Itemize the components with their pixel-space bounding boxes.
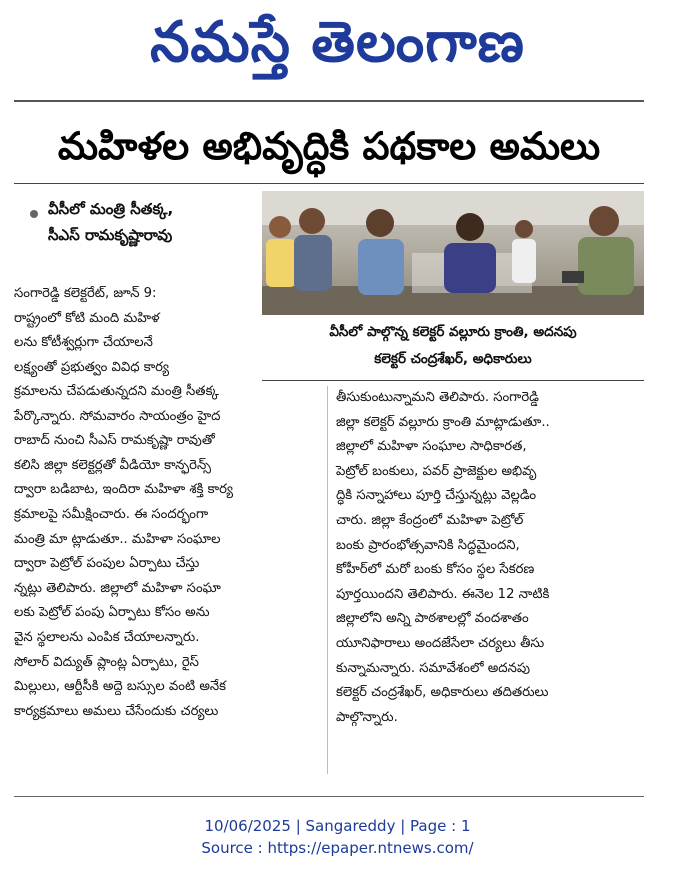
article-subhead: [30, 196, 252, 266]
body-line: పూర్తయిందని తెలిపారు. ఈనెల 12 నాటికి: [336, 586, 550, 602]
masthead-divider: [14, 100, 644, 102]
body-line: సోలార్ విద్యుత్ ప్లాంట్ల ఏర్పాటు, రైస్: [14, 654, 199, 670]
body-line: క్రమాలను చేపడుతున్నదని మంత్రి సీతక్క: [14, 384, 219, 399]
body-line: రాబాద్ నుంచి సీఎస్ రామకృష్ణా రావుతో: [14, 433, 215, 449]
caption-line: కలెక్టర్ చంద్రశేఖర్, అధికారులు: [374, 351, 532, 367]
meeting-photo: [262, 191, 644, 315]
body-line: మంత్రి మా ట్లాడుతూ.. మహిళా సంఘాల: [14, 531, 221, 547]
meeting-photo-illustration: [262, 191, 644, 315]
body-line: జిల్లాలో మహిళా సంఘాల సాధికారత,: [336, 439, 527, 455]
body-line: బంకు ప్రారంభోత్సవానికి సిద్ధమైందని,: [336, 537, 520, 553]
bullet-icon: [30, 210, 38, 218]
body-line: పెట్రోల్ బంకులు, పవర్ ప్రాజెక్టుల అభివృ: [336, 463, 537, 479]
body-line: రాష్ట్రంలో కోటి మంది మహిళ: [14, 310, 160, 326]
body-line: పాల్గొన్నారు.: [336, 709, 398, 725]
subhead-line: వీసీలో మంత్రి సీతక్క,: [48, 200, 174, 218]
footer-divider: [14, 796, 644, 797]
article-column-right: [336, 386, 642, 730]
subhead-line: సీఎస్ రామకృష్ణారావు: [48, 226, 173, 244]
newspaper-logo: నమస్తే తెలంగాణ: [150, 10, 525, 75]
body-line: కలెక్టర్ చంద్రశేఖర్, అధికారులు తదితరులు: [336, 685, 549, 701]
body-line: ద్వారా బడిబాట, ఇందిరా మహిళా శక్తి కార్య: [14, 482, 233, 498]
body-line: కున్నామన్నారు. సమావేశంలో అదనపు: [336, 660, 531, 676]
article-column-left-top: [14, 282, 250, 380]
body-line: న్నట్లు తెలిపారు. జిల్లాలో మహిళా సంఘా: [14, 580, 221, 596]
body-line: లను కోటీశ్వర్లుగా చేయాలనే: [14, 335, 153, 351]
body-line: పేర్కొన్నారు. సోమవారం సాయంత్రం హైద: [14, 408, 221, 424]
masthead: [0, 0, 675, 100]
subhead-text: [48, 196, 173, 266]
footer-meta: 10/06/2025 | Sangareddy | Page : 1: [204, 817, 471, 835]
body-line: క్రమాలపై సమీక్షించారు. ఈ సందర్భంగా: [14, 506, 209, 522]
column-divider: [327, 386, 328, 774]
body-line: కోహీర్‌లో మరో బంకు కోసం స్థల సేకరణ: [336, 562, 535, 578]
footer: [0, 815, 675, 859]
article-headline: మహిళల అభివృద్ధికి పథకాల అమలు: [57, 124, 601, 168]
body-line: మిల్లులు, ఆర్టీసీకి అద్దె బస్సుల వంటి అనేక: [14, 679, 227, 695]
body-line: తీసుకుంటున్నామని తెలిపారు. సంగారెడ్డి: [336, 390, 539, 405]
photo-caption: [262, 319, 644, 377]
body-line: కార్యక్రమాలు అమలు చేసేందుకు చర్యలు: [14, 703, 219, 719]
body-line: చారు. జిల్లా కేంద్రంలో మహిళా పెట్రోల్: [336, 512, 524, 528]
headline-divider: [14, 183, 644, 184]
body-line: ద్వారా పెట్రోల్ పంపుల ఏర్పాటు చేస్తు: [14, 556, 200, 572]
body-line: యూనిఫారాలు అందజేసేలా చర్యలు తీసు: [336, 635, 545, 651]
body-line: ద్ధికి సన్నాహాలు పూర్తి చేస్తున్నట్లు వెల్లడిం: [336, 488, 537, 504]
body-line: జిల్లాలోని అన్ని పాఠశాలల్లో వందశాతం: [336, 611, 529, 627]
body-line: వైన స్థలాలను ఎంపిక చేయాలన్నారు.: [14, 629, 200, 645]
article-column-left: [14, 380, 320, 724]
body-line: జిల్లా కలెక్టర్ వల్లూరు క్రాంతి మాట్లాడుతూ..: [336, 414, 550, 430]
body-line: సంగారెడ్డి కలెక్టరేట్, జూన్ 9:: [14, 286, 157, 301]
footer-source: Source : https://epaper.ntnews.com/: [201, 839, 474, 857]
caption-line: వీసీలో పాల్గొన్న కలెక్టర్ వల్లూరు క్రాంతి, అదనపు: [329, 324, 577, 340]
body-line: కలిసి జిల్లా కలెక్టర్లతో వీడియో కాన్ఫరెన్స్: [14, 457, 211, 473]
body-line: లక్ష్యంతో ప్రభుత్వం వివిధ కార్య: [14, 359, 170, 375]
body-line: లకు పెట్రోల్ పంపు ఏర్పాటు కోసం అను: [14, 605, 210, 621]
